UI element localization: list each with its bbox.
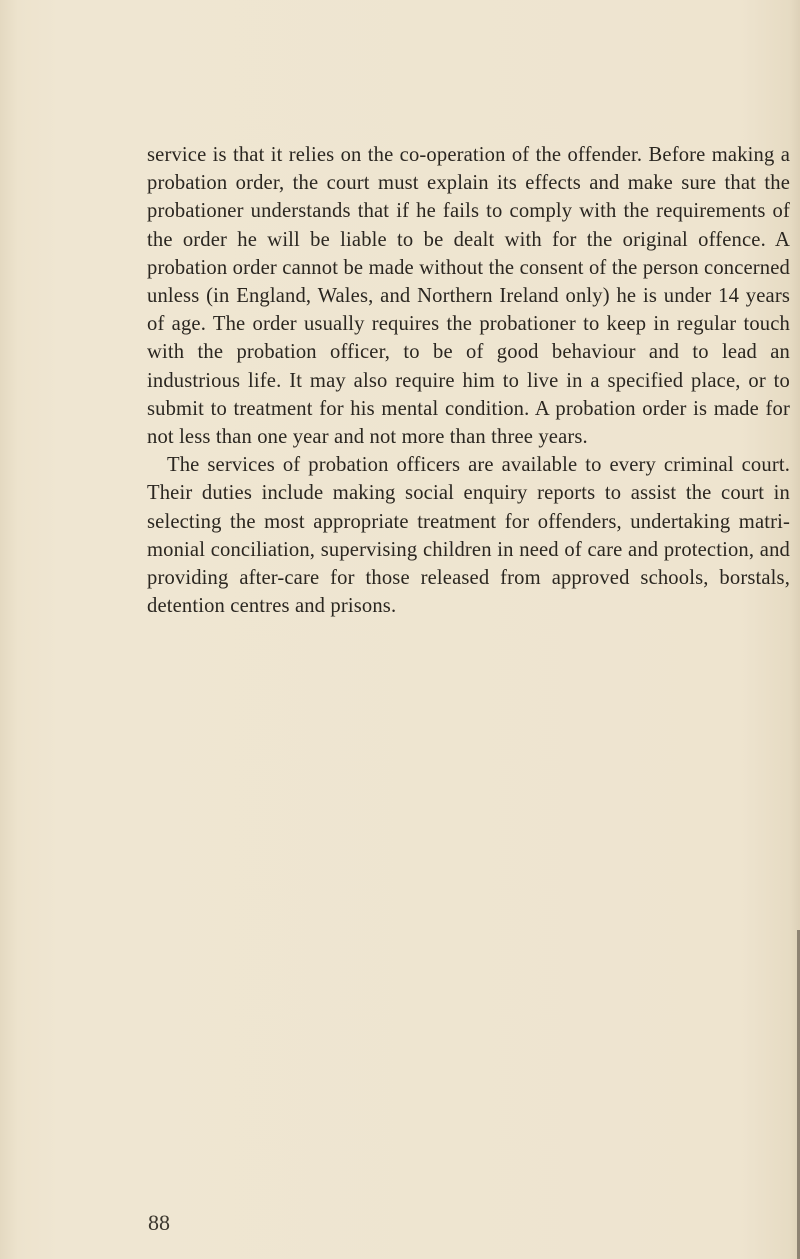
- paragraph-probation-order: service is that it relies on the co-operation of the offender. Before making a probation order, the court must explain its effects and make sure that the probationer understands that if he fails to comply with the requirements of the order he will be liable to be dealt with for the original offence. A probation order cannot be made without the consent of the person concerned unless (in England, Wales, and Northern Ireland only) he is under 14 years of age. The order usually requires the probationer to keep in regular touch with the probation officer, to be of good behaviour and to lead an industrious life. It may also require him to live in a specified place, or to submit to treatment for his mental condition. A probation order is made for not less than one year and not more than three years.: [147, 144, 790, 449]
- page-number: 88: [148, 1210, 170, 1235]
- paragraph-probation-officers: The services of probation officers are available to every criminal court. Their duties include making social enquiry reports to assist the court in selecting the most appropriate treatment for offenders, undertaking matri-monial conciliation, supervising children in need of care and protection, and providing after-care for those released from approved schools, borstals, detention centres and prisons.: [147, 454, 790, 618]
- body-text: [147, 141, 790, 620]
